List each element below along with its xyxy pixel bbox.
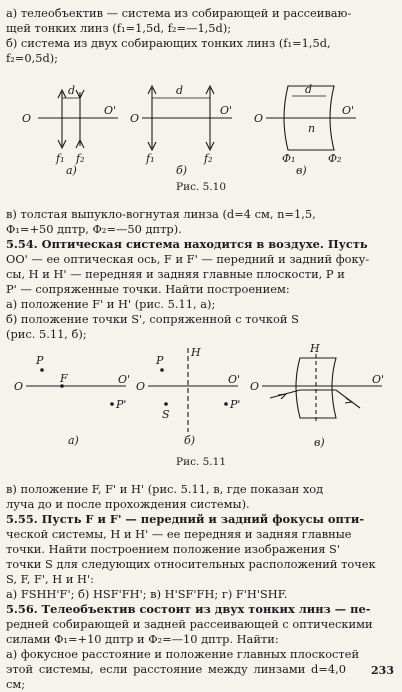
subfigure-letter: а) xyxy=(66,164,77,177)
subfigure-letter: б) xyxy=(176,164,188,177)
label-phi2: Φ₂ xyxy=(328,152,342,165)
axis-label-o: O xyxy=(22,112,32,125)
label-d: d xyxy=(305,83,313,96)
label-f2: f₂ xyxy=(76,152,85,165)
point-p-prime xyxy=(110,402,114,406)
axis-label-o: O xyxy=(136,380,146,393)
axis-label-o-prime: O' xyxy=(228,373,241,386)
label-s: S xyxy=(162,408,170,421)
point-p xyxy=(160,368,164,372)
axis-label-o-prime: O' xyxy=(220,104,233,117)
label-d: d xyxy=(68,84,76,97)
figure-5-11 xyxy=(0,340,402,465)
text-line: б) система из двух собирающих тонких линз (f₁=1,5d, xyxy=(6,36,331,50)
text-line: а) телеобъектив — система из собирающей и рассеиваю- xyxy=(6,6,352,20)
axis-label-o-prime: O' xyxy=(118,373,131,386)
subfigure-letter: в) xyxy=(314,436,325,449)
figure-5-10 xyxy=(0,70,402,198)
axis-label-o-prime: O' xyxy=(372,373,385,386)
text-line: Φ₁=+50 дптр, Φ₂=—50 дптр). xyxy=(6,222,182,236)
problem-heading-line: 5.54. Оптическая система находится в воздухе. Пусть xyxy=(6,237,368,251)
label-h: H xyxy=(191,346,201,359)
label-p: P xyxy=(156,354,164,367)
figure-caption: Рис. 5.11 xyxy=(176,456,226,468)
label-p-prime: P' xyxy=(116,398,127,411)
problem-heading-line: 5.56. Телеобъектив состоит из двух тонких линз — пе- xyxy=(6,602,371,616)
text-line: сы, H и H' — передняя и задняя главные плоскости, P и xyxy=(6,267,345,281)
label-n: n xyxy=(308,122,316,135)
text-line: а) FSHH'F'; б) HSF'FH'; в) H'SF'FH; г) F'H'SHF. xyxy=(6,587,288,601)
text-line: в) положение F, F' и H' (рис. 5.11, в, где показан ход xyxy=(6,482,324,496)
problem-heading-line: 5.55. Пусть F и F' — передний и задний фокусы опти- xyxy=(6,512,365,526)
label-d: d xyxy=(176,84,184,97)
subfigure-letter: б) xyxy=(184,434,196,447)
label-f1: f₁ xyxy=(56,152,65,165)
label-h: H xyxy=(310,342,320,355)
text-line: P' — сопряженные точки. Найти построением: xyxy=(6,282,290,296)
text-line: точки. Найти построением положение изображения S' xyxy=(6,542,340,556)
axis-label-o: O xyxy=(254,112,264,125)
axis-label-o-prime: O' xyxy=(104,104,117,117)
point-p xyxy=(40,368,44,372)
axis-label-o: O xyxy=(14,380,24,393)
page-number: 233 xyxy=(371,664,394,677)
label-f2: f₂ xyxy=(204,152,213,165)
point-p-prime xyxy=(224,402,228,406)
label-p: P xyxy=(36,354,44,367)
text-line: ческой системы, H и H' — ее передняя и задняя главные xyxy=(6,527,352,541)
text-line: б) положение точки S', сопряженной с точкой S xyxy=(6,312,299,326)
text-line: S, F, F', H и H': xyxy=(6,572,94,586)
text-line: а) положение F' и H' (рис. 5.11, а); xyxy=(6,297,216,311)
label-phi1: Φ₁ xyxy=(282,152,296,165)
text-line: щей тонких линз (f₁=1,5d, f₂=—1,5d); xyxy=(6,21,232,35)
subfigure-letter: а) xyxy=(68,434,79,447)
figure-caption: Рис. 5.10 xyxy=(176,181,226,193)
text-line: в) толстая выпукло-вогнутая линза (d=4 см, n=1,5, xyxy=(6,207,316,221)
axis-label-o: O xyxy=(250,380,260,393)
text-line: точки S для следующих относительных расположений точек xyxy=(6,557,376,571)
text-line: OO' — ее оптическая ось, F и F' — передний и задний фоку- xyxy=(6,252,370,266)
text-line: этой системы, если расстояние между линзами d=4,0 см; xyxy=(6,662,350,691)
text-line: силами Φ₁=+10 дптр и Φ₂=—10 дптр. Найти: xyxy=(6,632,279,646)
text-line: редней собирающей и задней рассеивающей с оптическими xyxy=(6,617,373,631)
label-f: F xyxy=(60,372,68,385)
label-f1: f₁ xyxy=(146,152,155,165)
text-line: f₂=0,5d); xyxy=(6,51,59,65)
text-line: луча до и после прохождения системы). xyxy=(6,497,250,511)
subfigure-letter: в) xyxy=(296,164,307,177)
text-line: а) фокусное расстояние и положение главных плоскостей xyxy=(6,647,360,661)
point-s xyxy=(164,402,168,406)
axis-label-o: O xyxy=(130,112,140,125)
axis-label-o-prime: O' xyxy=(342,104,355,117)
label-p-prime: P' xyxy=(230,398,241,411)
text-line: (рис. 5.11, б); xyxy=(6,327,87,341)
